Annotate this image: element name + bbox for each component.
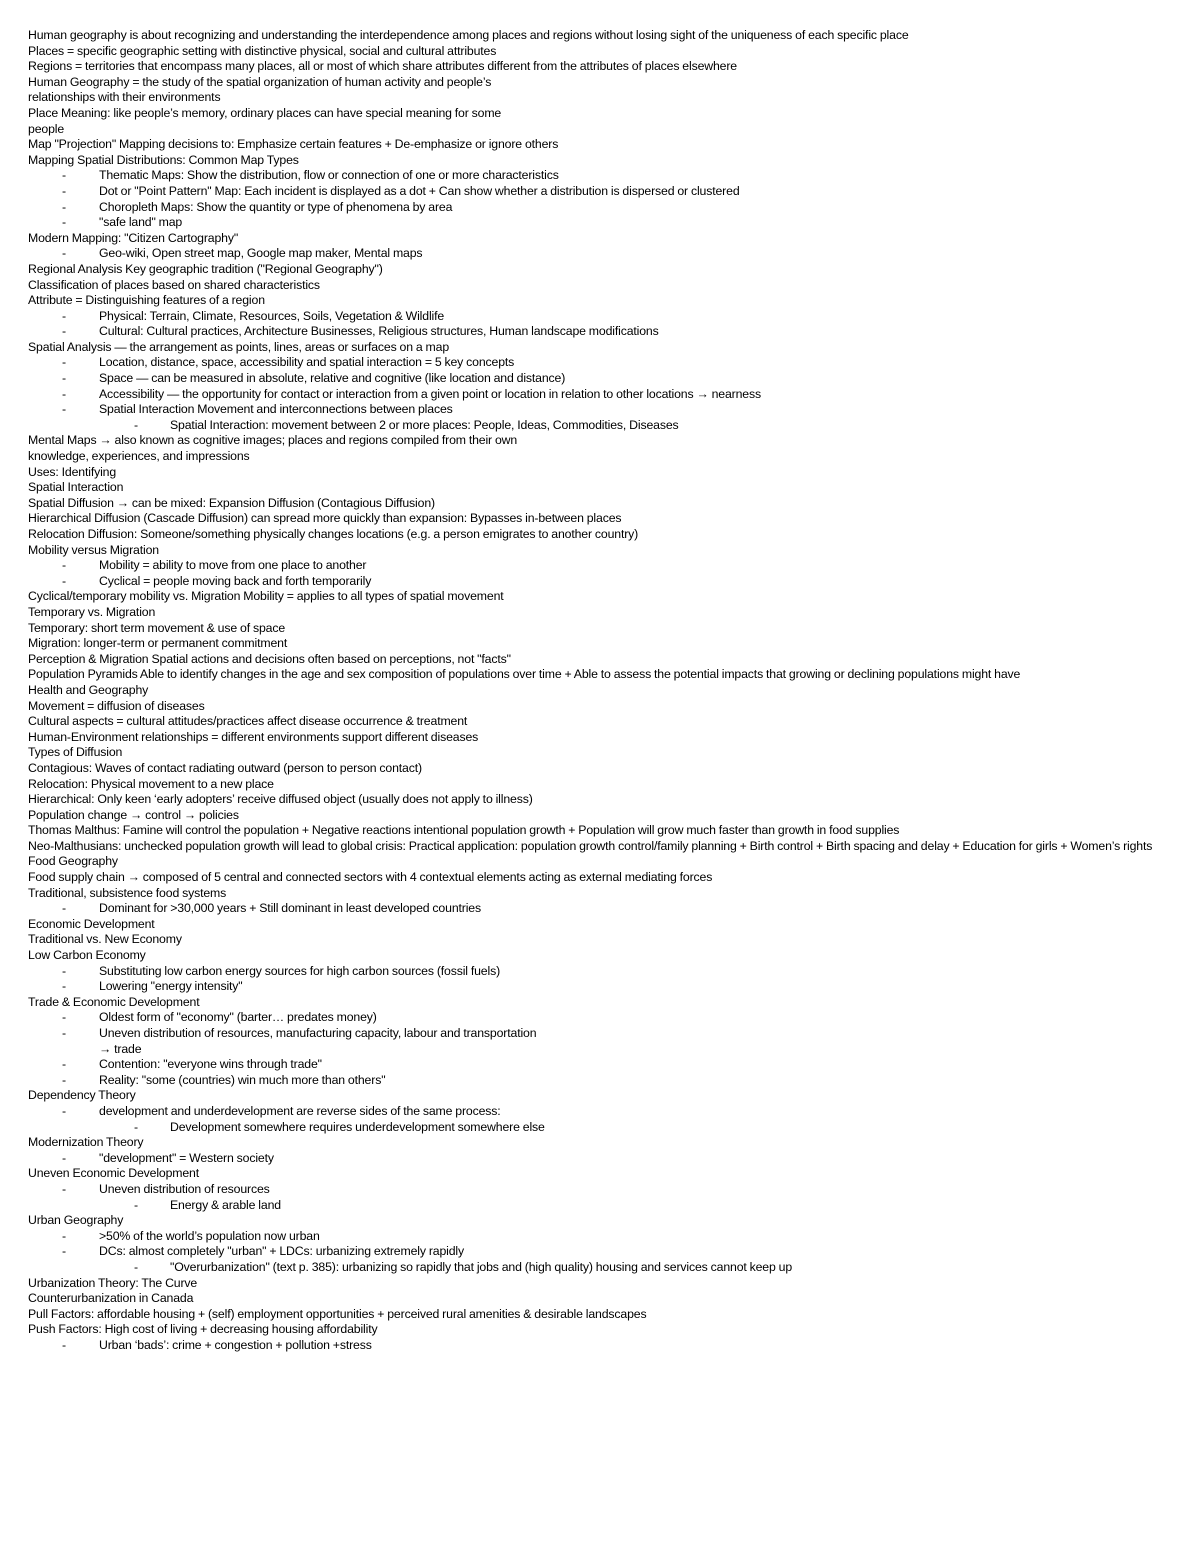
- bullet-item-level-1: [28, 1182, 1178, 1198]
- note-line: [28, 231, 1178, 247]
- bullet-dash: -: [62, 402, 66, 417]
- line-text: Health and Geography: [28, 682, 149, 697]
- bullet-item-level-1: [28, 1057, 1178, 1073]
- bullet-item-level-1: [28, 901, 1178, 917]
- note-line: [28, 886, 1178, 902]
- line-text: "Overurbanization" (text p. 385): urbanizing so rapidly that jobs and (high quality) housing and services cannot keep up: [170, 1259, 793, 1274]
- bullet-item-level-1: [28, 574, 1178, 590]
- line-text: → trade: [99, 1041, 142, 1056]
- line-text: relationships with their environments: [28, 90, 221, 105]
- note-line: [28, 730, 1178, 746]
- note-line: [28, 1307, 1178, 1323]
- line-text: Mental Maps → also known as cognitive images; places and regions compiled from their own: [28, 433, 518, 448]
- line-text: Uneven Economic Development: [28, 1166, 200, 1181]
- line-text: Space — can be measured in absolute, relative and cognitive (like location and distance): [99, 371, 566, 386]
- note-line: [28, 792, 1178, 808]
- bullet-dash: -: [62, 324, 66, 339]
- bullet-item-level-1: [28, 1104, 1178, 1120]
- line-text: Substituting low carbon energy sources for high carbon sources (fossil fuels): [99, 963, 501, 978]
- line-text: Places = specific geographic setting with distinctive physical, social and cultural attributes: [28, 43, 497, 58]
- note-line: [28, 1166, 1178, 1182]
- line-text: Mobility = ability to move from one place to another: [99, 558, 367, 573]
- bullet-dash: -: [134, 1119, 138, 1134]
- bullet-item-level-1: [28, 964, 1178, 980]
- note-line: [28, 496, 1178, 512]
- note-line: [28, 511, 1178, 527]
- line-text: Urban ‘bads’: crime + congestion + pollution +stress: [99, 1337, 372, 1352]
- note-line: [28, 28, 1178, 44]
- line-text: Uses: Identifying: [28, 464, 117, 479]
- bullet-item-level-1: [28, 200, 1178, 216]
- note-line: [28, 589, 1178, 605]
- line-text: "safe land" map: [99, 215, 183, 230]
- line-text: Food Geography: [28, 854, 118, 869]
- line-text: Human geography is about recognizing and understanding the interdependence among places and regions without losing sight of the uniqueness of each specific place: [28, 28, 909, 42]
- bullet-dash: -: [62, 386, 66, 401]
- line-text: Low Carbon Economy: [28, 948, 146, 963]
- bullet-dash: -: [62, 168, 66, 183]
- bullet-dash: -: [62, 183, 66, 198]
- note-line: [28, 948, 1178, 964]
- line-text: Contagious: Waves of contact radiating outward (person to person contact): [28, 760, 422, 775]
- note-line: [28, 480, 1178, 496]
- line-text: Cyclical = people moving back and forth temporarily: [99, 573, 372, 588]
- note-line: [28, 433, 1178, 449]
- line-text: Types of Diffusion: [28, 745, 123, 760]
- line-text: Reality: "some (countries) win much more than others": [99, 1072, 386, 1087]
- bullet-item-level-1: [28, 1010, 1178, 1026]
- line-text: Population Pyramids Able to identify changes in the age and sex composition of populations over time + Able to assess the potential impacts that growing or declining populations might have: [28, 667, 1021, 682]
- note-line: [28, 823, 1178, 839]
- bullet-dash: -: [62, 1010, 66, 1025]
- bullet-item-level-1: [28, 215, 1178, 231]
- line-text: "development" = Western society: [99, 1150, 274, 1165]
- bullet-dash: -: [62, 1072, 66, 1087]
- note-line: [28, 1291, 1178, 1307]
- note-line: [28, 854, 1178, 870]
- line-text: Geo-wiki, Open street map, Google map maker, Mental maps: [99, 246, 423, 261]
- line-text: Attribute = Distinguishing features of a region: [28, 293, 265, 308]
- line-text: Spatial Interaction: movement between 2 or more places: People, Ideas, Commodities, Diseases: [170, 417, 679, 432]
- bullet-item-level-1: [28, 1042, 1178, 1058]
- note-line: [28, 137, 1178, 153]
- bullet-item-level-1: [28, 246, 1178, 262]
- bullet-item-level-1: [28, 309, 1178, 325]
- line-text: Migration: longer-term or permanent commitment: [28, 636, 288, 651]
- note-line: [28, 1088, 1178, 1104]
- note-line: [28, 667, 1178, 683]
- line-text: >50% of the world’s population now urban: [99, 1228, 320, 1243]
- note-line: [28, 1322, 1178, 1338]
- note-line: [28, 465, 1178, 481]
- line-text: Push Factors: High cost of living + decreasing housing affordability: [28, 1322, 378, 1337]
- bullet-dash: -: [62, 558, 66, 573]
- line-text: Accessibility — the opportunity for contact or interaction from a given point or location in relation to other locations → nearness: [99, 386, 761, 401]
- line-text: Relocation: Physical movement to a new place: [28, 776, 274, 791]
- bullet-item-level-2: [28, 418, 1178, 434]
- note-line: [28, 449, 1178, 465]
- bullet-item-level-2: [28, 1120, 1178, 1136]
- note-line: [28, 870, 1178, 886]
- line-text: Population change → control → policies: [28, 807, 239, 822]
- bullet-dash: -: [62, 371, 66, 386]
- note-line: [28, 652, 1178, 668]
- line-text: Cultural aspects = cultural attitudes/practices affect disease occurrence & treatment: [28, 714, 468, 729]
- line-text: Place Meaning: like people’s memory, ordinary places can have special meaning for some: [28, 105, 502, 120]
- line-text: Perception & Migration Spatial actions and decisions often based on perceptions, not "facts": [28, 651, 511, 666]
- note-line: [28, 621, 1178, 637]
- note-line: [28, 153, 1178, 169]
- bullet-dash: -: [62, 355, 66, 370]
- line-text: Human-Environment relationships = different environments support different diseases: [28, 729, 479, 744]
- bullet-dash: -: [62, 1244, 66, 1259]
- line-text: Spatial Interaction Movement and interconnections between places: [99, 402, 453, 417]
- bullet-item-level-1: [28, 1026, 1178, 1042]
- line-text: Regions = territories that encompass many places, all or most of which share attributes different from the attributes of places elsewhere: [28, 59, 738, 74]
- bullet-dash: -: [62, 573, 66, 588]
- bullet-dash: -: [62, 308, 66, 323]
- note-line: [28, 917, 1178, 933]
- note-line: [28, 839, 1178, 855]
- line-text: Spatial Interaction: [28, 480, 124, 495]
- bullet-item-level-1: [28, 1244, 1178, 1260]
- note-line: [28, 777, 1178, 793]
- note-line: [28, 605, 1178, 621]
- line-text: Neo-Malthusians: unchecked population growth will lead to global crisis: Practical application: population growth control/family planning + Birth control + Birth spacing and delay + Education for girls + Women’s rights: [28, 838, 1153, 853]
- bullet-dash: -: [134, 417, 138, 432]
- line-text: Human Geography = the study of the spatial organization of human activity and people’s: [28, 74, 492, 89]
- bullet-dash: -: [62, 979, 66, 994]
- bullet-item-level-1: [28, 558, 1178, 574]
- bullet-dash: -: [62, 199, 66, 214]
- line-text: Choropleth Maps: Show the quantity or type of phenomena by area: [99, 199, 453, 214]
- bullet-item-level-1: [28, 324, 1178, 340]
- note-line: [28, 106, 1178, 122]
- note-line: [28, 761, 1178, 777]
- line-text: Hierarchical Diffusion (Cascade Diffusion) can spread more quickly than expansion: Bypasses in-between places: [28, 511, 622, 526]
- line-text: Counterurbanization in Canada: [28, 1291, 194, 1306]
- line-text: Lowering "energy intensity": [99, 979, 243, 994]
- line-text: Cultural: Cultural practices, Architecture Businesses, Religious structures, Human landscape modifications: [99, 324, 659, 339]
- note-line: [28, 1276, 1178, 1292]
- line-text: Energy & arable land: [170, 1197, 281, 1212]
- bullet-dash: -: [62, 1337, 66, 1352]
- line-text: Dominant for >30,000 years + Still dominant in least developed countries: [99, 901, 481, 916]
- bullet-dash: -: [62, 1150, 66, 1165]
- line-text: Physical: Terrain, Climate, Resources, Soils, Vegetation & Wildlife: [99, 308, 445, 323]
- bullet-dash: -: [62, 901, 66, 916]
- line-text: Pull Factors: affordable housing + (self) employment opportunities + perceived rural amenities & desirable landscapes: [28, 1306, 647, 1321]
- bullet-item-level-2: [28, 1260, 1178, 1276]
- note-line: [28, 278, 1178, 294]
- line-text: Uneven distribution of resources, manufacturing capacity, labour and transportation: [99, 1026, 537, 1040]
- note-line: [28, 745, 1178, 761]
- line-text: Trade & Economic Development: [28, 994, 200, 1009]
- line-text: Thematic Maps: Show the distribution, flow or connection of one or more characteristics: [99, 168, 559, 183]
- bullet-item-level-1: [28, 184, 1178, 200]
- line-text: Regional Analysis Key geographic tradition ("Regional Geography"): [28, 261, 383, 276]
- note-line: [28, 714, 1178, 730]
- bullet-item-level-1: [28, 402, 1178, 418]
- note-line: [28, 636, 1178, 652]
- line-text: Relocation Diffusion: Someone/something physically changes locations (e.g. a person emigrates to another country): [28, 527, 639, 541]
- bullet-item-level-1: [28, 979, 1178, 995]
- note-line: [28, 262, 1178, 278]
- note-line: [28, 293, 1178, 309]
- bullet-item-level-2: [28, 1198, 1178, 1214]
- bullet-item-level-1: [28, 371, 1178, 387]
- line-text: Mapping Spatial Distributions: Common Map Types: [28, 152, 299, 167]
- note-line: [28, 683, 1178, 699]
- line-text: Modernization Theory: [28, 1135, 144, 1150]
- line-text: development and underdevelopment are reverse sides of the same process:: [99, 1103, 501, 1118]
- line-text: Temporary: short term movement & use of space: [28, 620, 286, 635]
- line-text: Location, distance, space, accessibility and spatial interaction = 5 key concepts: [99, 355, 515, 370]
- note-line: [28, 995, 1178, 1011]
- line-text: Spatial Diffusion → can be mixed: Expansion Diffusion (Contagious Diffusion): [28, 495, 435, 510]
- bullet-dash: -: [62, 963, 66, 978]
- line-text: Movement = diffusion of diseases: [28, 698, 205, 713]
- bullet-item-level-1: [28, 1073, 1178, 1089]
- bullet-dash: -: [62, 1026, 66, 1040]
- line-text: Urban Geography: [28, 1213, 124, 1228]
- line-text: Cyclical/temporary mobility vs. Migration Mobility = applies to all types of spatial movement: [28, 589, 504, 604]
- line-text: Urbanization Theory: The Curve: [28, 1275, 198, 1290]
- bullet-dash: -: [62, 246, 66, 261]
- note-line: [28, 1135, 1178, 1151]
- note-line: [28, 59, 1178, 75]
- line-text: Economic Development: [28, 916, 155, 931]
- note-line: [28, 75, 1178, 91]
- line-text: Dot or "Point Pattern" Map: Each incident is displayed as a dot + Can show whether a distribution is dispersed or clustered: [99, 183, 740, 198]
- note-line: [28, 122, 1178, 138]
- bullet-dash: -: [134, 1259, 138, 1274]
- bullet-dash: -: [62, 215, 66, 230]
- line-text: Development somewhere requires underdevelopment somewhere else: [170, 1119, 545, 1134]
- line-text: Temporary vs. Migration: [28, 604, 156, 619]
- bullet-item-level-1: [28, 1229, 1178, 1245]
- line-text: knowledge, experiences, and impressions: [28, 449, 250, 464]
- line-text: Map "Projection" Mapping decisions to: Emphasize certain features + De-emphasize or ignore others: [28, 137, 559, 152]
- line-text: people: [28, 121, 65, 136]
- line-text: Hierarchical: Only keen ‘early adopters’ receive diffused object (usually does not apply to illness): [28, 792, 533, 807]
- line-text: Thomas Malthus: Famine will control the population + Negative reactions intentional population growth + Population will grow much faster than growth in food supplies: [28, 823, 900, 838]
- note-line: [28, 808, 1178, 824]
- bullet-dash: -: [62, 1103, 66, 1118]
- line-text: Contention: "everyone wins through trade": [99, 1057, 322, 1072]
- line-text: Dependency Theory: [28, 1088, 136, 1103]
- note-line: [28, 932, 1178, 948]
- note-line: [28, 340, 1178, 356]
- bullet-dash: -: [62, 1228, 66, 1243]
- line-text: Spatial Analysis — the arrangement as points, lines, areas or surfaces on a map: [28, 339, 450, 354]
- line-text: Mobility versus Migration: [28, 542, 159, 557]
- line-text: Classification of places based on shared characteristics: [28, 277, 320, 292]
- note-line: [28, 699, 1178, 715]
- bullet-dash: -: [62, 1057, 66, 1072]
- line-text: Uneven distribution of resources: [99, 1181, 270, 1196]
- line-text: Food supply chain → composed of 5 central and connected sectors with 4 contextual elements acting as external mediating forces: [28, 870, 713, 885]
- note-line: [28, 44, 1178, 60]
- notes-document: [28, 28, 1178, 1353]
- bullet-item-level-1: [28, 387, 1178, 403]
- bullet-dash: -: [62, 1181, 66, 1196]
- line-text: DCs: almost completely "urban" + LDCs: urbanizing extremely rapidly: [99, 1244, 464, 1259]
- note-line: [28, 527, 1178, 543]
- note-line: [28, 90, 1178, 106]
- bullet-dash: -: [134, 1197, 138, 1212]
- bullet-item-level-1: [28, 1338, 1178, 1354]
- line-text: Traditional, subsistence food systems: [28, 885, 227, 900]
- bullet-item-level-1: [28, 168, 1178, 184]
- bullet-item-level-1: [28, 1151, 1178, 1167]
- line-text: Traditional vs. New Economy: [28, 932, 182, 947]
- line-text: Modern Mapping: "Citizen Cartography": [28, 230, 239, 245]
- line-text: Oldest form of "economy" (barter… predates money): [99, 1010, 377, 1025]
- note-line: [28, 543, 1178, 559]
- bullet-item-level-1: [28, 355, 1178, 371]
- note-line: [28, 1213, 1178, 1229]
